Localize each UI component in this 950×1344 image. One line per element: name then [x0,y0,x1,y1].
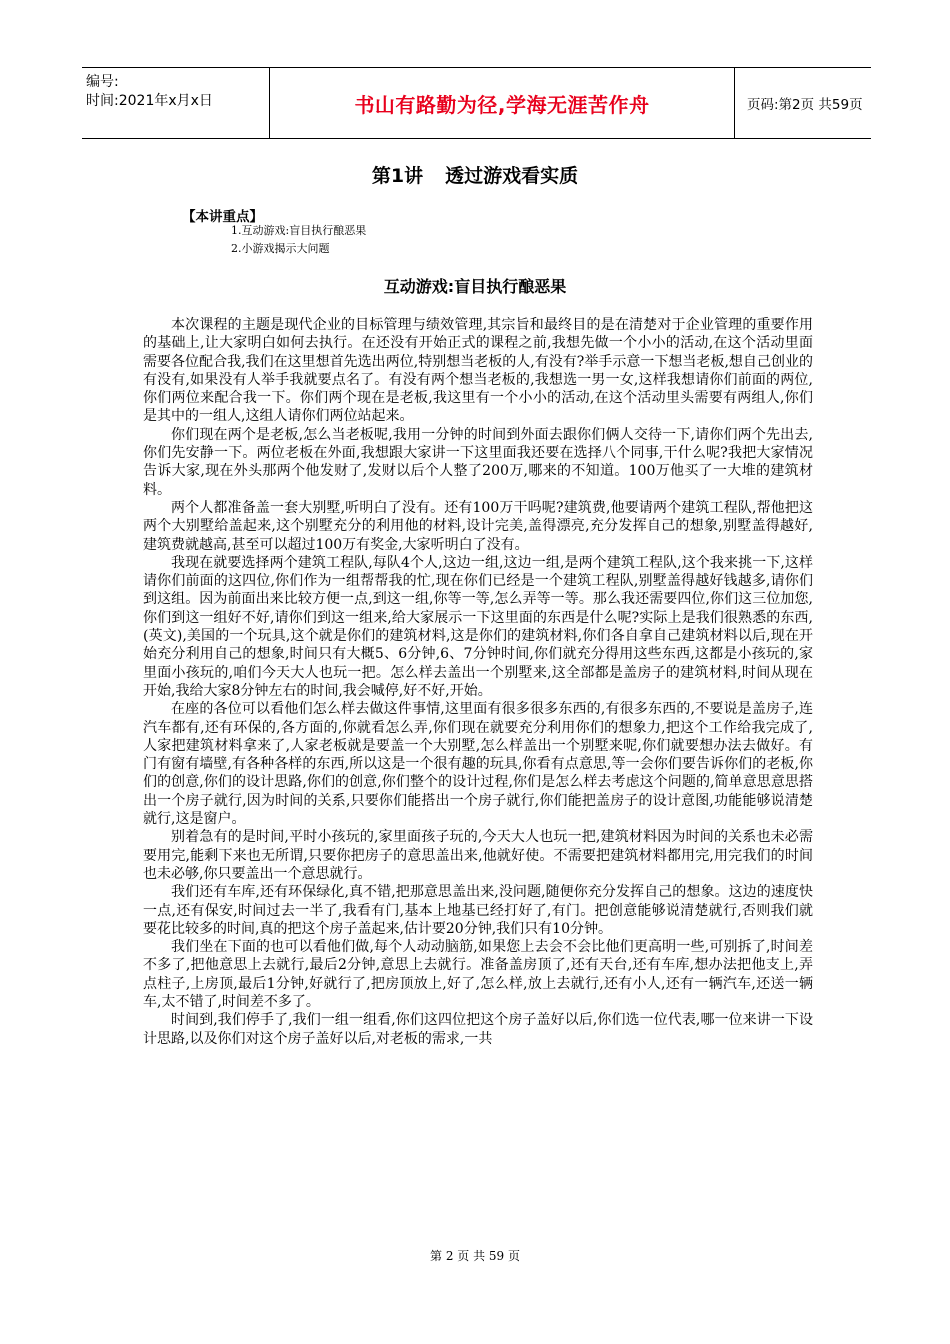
key-point-item: 2.小游戏揭示大问题 [231,242,330,255]
header-motto: 书山有路勤为径,学海无涯苦作舟 [354,92,650,117]
paragraph: 本次课程的主题是现代企业的目标管理与绩效管理,其宗旨和最终目的是在清楚对于企业管理的重要作用的基础上,让大家明白如何去执行。在还没有开始正式的课程之前,我想先做一个小小的活动,在这个活动里面需要各位配合我,我们在这里想首先选出两位,特别想当老板的人,有没有?举手示意一下想当老板,想自己创业的有没有,如果没有人举手我就要点名了。有没有两个想当老板的,我想选一男一女,这样我想请你们前面的两位,你们两位来配合我一下。你们两个现在是老板,我这里有一个小小的活动,在这个活动里头需要有两组人,你们是其中的一组人,这组人请你们两位站起来。 [143,317,813,425]
paragraph: 我现在就要选择两个建筑工程队,每队4个人,这边一组,这边一组,是两个建筑工程队,这个我来挑一下,这样请你们前面的这四位,你们作为一组帮帮我的忙,现在你们已经是一个建筑工程队,别墅盖得越好钱越多,请你们到这组。因为前面出来比较方便一点,到这一组,你等一等,怎么弄等一等。那么我还需要四位,你们这三位加您,你们到这一组好不好,请你们到这一组来,给大家展示一下这里面的东西是什么呢?实际上是我们很熟悉的东西,(英文),美国的一个玩具,这个就是你们的建筑材料,这是你们的建筑材料,你们各自拿自己建筑材料以后,现在开始充分利用自己的想象,时间只有大概5、6分钟,6、7分钟时间,你们就充分得用这些东西,这都是小孩玩的,家里面小孩玩的,咱们今天大人也玩一把。怎么样去盖出一个别墅来,这全部都是盖房子的建筑材料,时间从现在开始,我给大家8分钟左右的时间,我会喊停,好不好,开始。 [143,554,813,699]
paragraph: 时间到,我们停手了,我们一组一组看,你们这四位把这个房子盖好以后,你们选一位代表,哪一位来讲一下设计思路,以及你们对这个房子盖好以后,对老板的需求,一共 [143,1012,813,1047]
document-time-label: 时间:2021年x月x日 [86,93,213,109]
key-points-list [231,222,366,258]
page-footer: 第 2 页 共 59 页 [430,1249,520,1263]
document-number-label: 编号: [86,74,119,90]
section-title: 互动游戏:盲目执行酿恶果 [383,277,567,296]
key-point-item: 1.互动游戏:盲目执行酿恶果 [231,224,367,237]
body-text [143,316,813,1048]
lecture-title [0,161,950,188]
key-points-heading: 【本讲重点】 [182,209,263,225]
lecture-topic: 透过游戏看实质 [445,165,579,187]
paragraph: 两个人都准备盖一套大别墅,听明白了没有。还有100万干吗呢?建筑费,他要请两个建筑工程队,帮他把这两个大别墅给盖起来,这个别墅充分的利用他的材料,设计完美,盖得漂亮,充分发挥自己的想象,别墅盖得越好,建筑费就越高,甚至可以超过100万有奖金,大家听明白了没有。 [143,499,813,553]
header-page-label: 页码:第2页 共59页 [747,97,863,113]
header-page-cell [735,68,871,138]
paragraph: 你们现在两个是老板,怎么当老板呢,我用一分钟的时间到外面去跟你们俩人交待一下,请你们两个先出去,你们先安静一下。两位老板在外面,我想跟大家讲一下这里面我还要在选择八个同事,干什么呢?我把大家情况告诉大家,现在外头那两个他发财了,发财以后个人整了200万,哪来的不知道。100万他买了一大堆的建筑材料。 [143,426,813,498]
header-meta [82,68,270,138]
page-header [82,67,871,139]
header-motto-cell [270,68,735,138]
paragraph: 我们坐在下面的也可以看他们做,每个人动动脑筋,如果您上去会不会比他们更高明一些,可别拆了,时间差不多了,把他意思上去就行,最后2分钟,意思上去就行。准备盖房顶了,还有天台,还有车库,想办法把他支上,弄点柱子,上房顶,最后1分钟,好就行了,把房顶放上,好了,怎么样,放上去就行,还有小人,还有一辆汽车,还送一辆车,太不错了,时间差不多了。 [143,939,813,1010]
paragraph: 别着急有的是时间,平时小孩玩的,家里面孩子玩的,今天大人也玩一把,建筑材料因为时间的关系也未必需要用完,能剩下来也无所谓,只要你把房子的意思盖出来,他就好使。不需要把建筑材料都用完,用完我们的时间也未必够,你只要盖出一个意思就行。 [143,829,813,882]
lecture-number: 第1讲 [371,165,424,187]
paragraph: 在座的各位可以看他们怎么样去做这件事情,这里面有很多很多东西的,有很多东西的,不要说是盖房子,连汽车都有,还有环保的,各方面的,你就看怎么弄,你们现在就要充分利用你们的想象力,把这个工作给我完成了,人家把建筑材料拿来了,人家老板就是要盖一个大别墅,怎么样盖出一个别墅来呢,你们就要想办法去做好。有门有窗有墙壁,有各种各样的东西,所以这是一个很有趣的玩具,你看有点意思,等一会你们要告诉你们的老板,你们的创意,你们的设计思路,你们的创意,你们整个的设计过程,你们是怎么样去考虑这个问题的,简单意思意思搭出一个房子就行,因为时间的关系,只要你们能搭出一个房子就行,你们能把盖房子的设计意图,功能能够说清楚就行,这是窗户。 [143,701,813,828]
paragraph: 我们还有车库,还有环保绿化,真不错,把那意思盖出来,没问题,随便你充分发挥自己的想象。这边的速度快一点,还有保安,时间过去一半了,我看有门,基本上地基已经打好了,有门。把创意能够说清楚就行,否则我们就要花比较多的时间,真的把这个房子盖起来,估计要20分钟,我们只有10分钟。 [143,884,813,937]
